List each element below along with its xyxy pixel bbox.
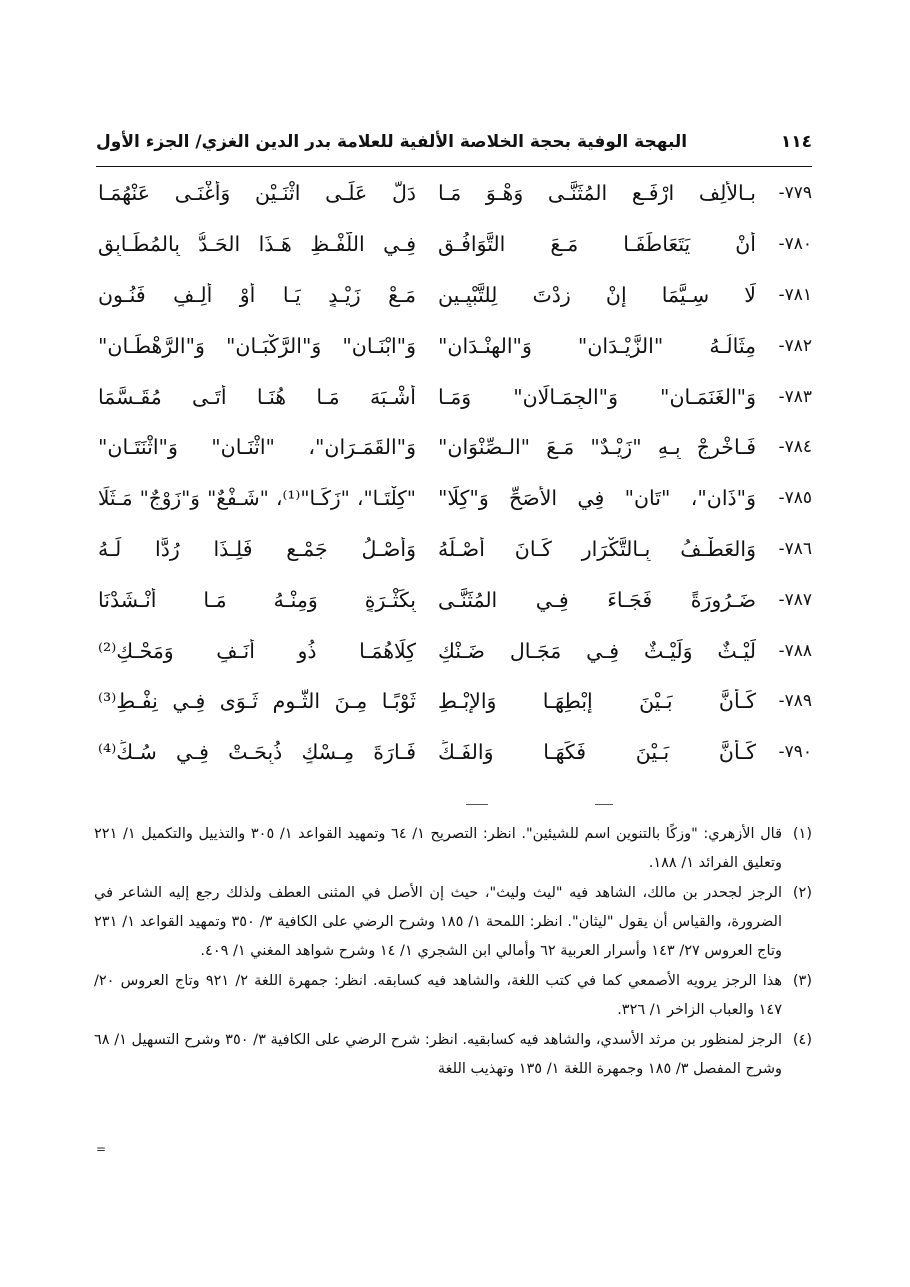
verse-line xyxy=(98,270,812,321)
footnote-text: قال الأزهري: "وزكًا بالتنوين اسم للشيئين". انظر: التصريح ١/ ٦٤ وتمهيد القواعد ١/ ٣٠٥ والتذييل والتكميل ١/ ٢٢١ وتعليق الفرائد ١/ ١٨٨. xyxy=(94,826,783,871)
footnote xyxy=(94,967,812,1025)
footnote xyxy=(94,879,812,966)
second-hemistich: دَلَّ عَلَـى اثْنَـيْنِ وَأَغْنَـى عَنْهُمَـا xyxy=(98,181,416,206)
verse-number: ٧٨٨- xyxy=(778,640,812,661)
page-header xyxy=(96,132,812,166)
continuation-mark: = xyxy=(96,1142,107,1156)
second-hemistich: كِلَاهُمَـا ذُو أَنَـفٍ وَمَحْـكِ⁽²⁾ xyxy=(98,638,416,663)
first-hemistich: لَا سِـيَّمَا إِنْ زِدْتَ لِلتَّبْيِـينِ xyxy=(438,282,756,307)
second-hemistich: فَـارَةَ مِـسْكٍ ذُبِحَـتْ فِـي سُـكِّ⁽⁴⁾ xyxy=(98,740,416,765)
page-number: ١١٤ xyxy=(780,132,812,152)
verse-line xyxy=(98,625,812,676)
verse-number: ٧٨٧- xyxy=(778,589,812,610)
verse-line xyxy=(98,727,812,778)
verse-number: ٧٧٩- xyxy=(778,183,812,204)
verse-line xyxy=(98,524,812,575)
second-hemistich: ثَوْبًـا مِـنَ الثُّـومِ ثَـوَى فِـي نِفْـطِ⁽³⁾ xyxy=(98,689,416,714)
second-hemistich: وَ"القَمَـرَانِ"، "اثْنَـانِ" وَ"اثْنَتَـانِ" xyxy=(98,435,416,460)
footnote-separator xyxy=(595,804,613,805)
footnote-text: هذا الرجز يرويه الأصمعي كما في كتب اللغة، والشاهد فيه كسابقه. انظر: جمهرة اللغة ٢/ ٩٢١ وتاج العروس ٢٠/ ١٤٧ والعباب الزاخر ١/ ٣٢٦. xyxy=(94,973,783,1018)
footnote-marker: (١) xyxy=(792,826,812,842)
verse-line xyxy=(98,371,812,422)
first-hemistich: فَـاخْرِجْ بِـهِ "زَيْـدٌ" مَـعَ "الـصِّنْوَانِ" xyxy=(438,435,756,460)
footnote-marker: (٢) xyxy=(792,885,812,901)
first-hemistich: أَنْ يَتَعَاطَفَـا مَـعَ التَّوَافُـقِ xyxy=(438,232,756,257)
verse-number: ٧٨٤- xyxy=(778,437,812,458)
header-rule xyxy=(96,166,812,167)
running-title: البهجة الوفية بحجة الخلاصة الألفية للعلامة بدر الدين الغزي/ الجزء الأول xyxy=(96,132,688,152)
first-hemistich: ضَـرُورَةً فَجَـاءَ فِـي المُثَنَّـى xyxy=(438,587,756,612)
verse-line xyxy=(98,676,812,727)
second-hemistich: "كِلْتَـا"، "زَكَـا"⁽¹⁾، "شَـفْعٌ" وَ"زَوْجٌ" مَـثَلَا xyxy=(98,486,416,511)
first-hemistich: مِثَالُـهُ "الزَّيْـدَانِ" وَ"الهِنْـدَانِ" xyxy=(438,333,756,358)
first-hemistich: كَـأَنَّ بَـيْنَ فَكِّهَـا وَالفَـكِّ xyxy=(438,740,756,765)
second-hemistich: أَشْـبَهَ مَـا هُنَـا أَتَـى مُقَـسَّمَا xyxy=(98,384,416,409)
second-hemistich: مَـعْ زَيْـدٍ يَـا أَوْ أَلِـفٍ فَنُـونِ xyxy=(98,282,416,307)
footnote-separator xyxy=(466,804,488,805)
first-hemistich: وَالعَطْـفُ بِـالتَّكْرَارِ كَـانَ أَصْـلَهُ xyxy=(438,536,756,561)
verse-line xyxy=(98,320,812,371)
verse-number: ٧٨٩- xyxy=(778,691,812,712)
verse-number: ٧٨٢- xyxy=(778,335,812,356)
footnote xyxy=(94,820,812,878)
verse-line xyxy=(98,219,812,270)
footnote xyxy=(94,1026,812,1084)
verse-number: ٧٨٥- xyxy=(778,488,812,509)
verse-line xyxy=(98,422,812,473)
verse-line xyxy=(98,168,812,219)
verse-number: ٧٨٣- xyxy=(778,386,812,407)
first-hemistich: لَيْـثٌ وَلَيْـثٌ فِـي مَجَـالٍ ضَـنْكِ xyxy=(438,638,756,663)
footnote-text: الرجز لمنظور بن مرثد الأسدي، والشاهد فيه كسابقيه. انظر: شرح الرضي على الكافية ٣/ ٣٥٠ وشرح التسهيل ١/ ٦٨ وشرح المفصل ٣/ ١٨٥ وجمهرة اللغة ١/ ١٣٥ وتهذيب اللغة xyxy=(94,1032,782,1077)
verse-number: ٧٨٠- xyxy=(778,234,812,255)
verse-line xyxy=(98,574,812,625)
verse-number: ٧٩٠- xyxy=(778,742,812,763)
footnote-marker: (٤) xyxy=(792,1032,812,1048)
second-hemistich: وَ"ابْنَـانِ" وَ"الرَّكْبَـانِ" وَ"الرَّهْطَـانِ" xyxy=(98,333,416,358)
verse-list xyxy=(98,168,812,778)
second-hemistich: بِكَثْـرَةٍ وَمِنْـهُ مَـا أَنْـشَدْنَا xyxy=(98,587,416,612)
second-hemistich: وَأَصْـلُ جَمْـعٍ فَلِـذَا رُدًّا لَـهُ xyxy=(98,536,416,561)
footnote-text: الرجز لجحدر بن مالك، الشاهد فيه "ليث وليث"، حيث إن الأصل في المثنى العطف ولذلك رجع إليه الشاعر في الضرورة، والقياس أن يقول "ليثان". انظر: اللمحة ١/ ١٨٥ وشرح الرضي على الكافية ٣/ ٣٥٠ وتمهيد القواعد ١/ ٢٣١ وتاج العروس ٢٧/ ١٤٣ وأسرار العربية ٦٢ وأمالي ابن الشجري ١/ ١٤ وشرح شواهد المغني ١/ ٤٠٩. xyxy=(94,885,782,959)
footnote-marker: (٣) xyxy=(792,973,812,989)
verse-number: ٧٨١- xyxy=(778,284,812,305)
first-hemistich: وَ"الغَنَمَـانِ" وَ"الجِمَـالَانِ" وَمَـا xyxy=(438,384,756,409)
footnotes xyxy=(94,820,812,1085)
first-hemistich: وَ"ذَانِ"، "تَانِ" فِي الأَصَحِّ وَ"كِلَا" xyxy=(438,486,756,511)
first-hemistich: كَـأَنَّ بَـيْنَ إِبْطِهَـا وَالإِبْـطِ xyxy=(438,689,756,714)
verse-line xyxy=(98,473,812,524)
second-hemistich: فِـي اللَّفْـظِ هَـذَا الحَـدُّ بِالمُطَـابِقِ xyxy=(98,232,416,257)
verse-number: ٧٨٦- xyxy=(778,538,812,559)
first-hemistich: بـالألِف ارْفَـعِ المُثَنَّـى وَهْـوَ مَـا xyxy=(438,181,756,206)
